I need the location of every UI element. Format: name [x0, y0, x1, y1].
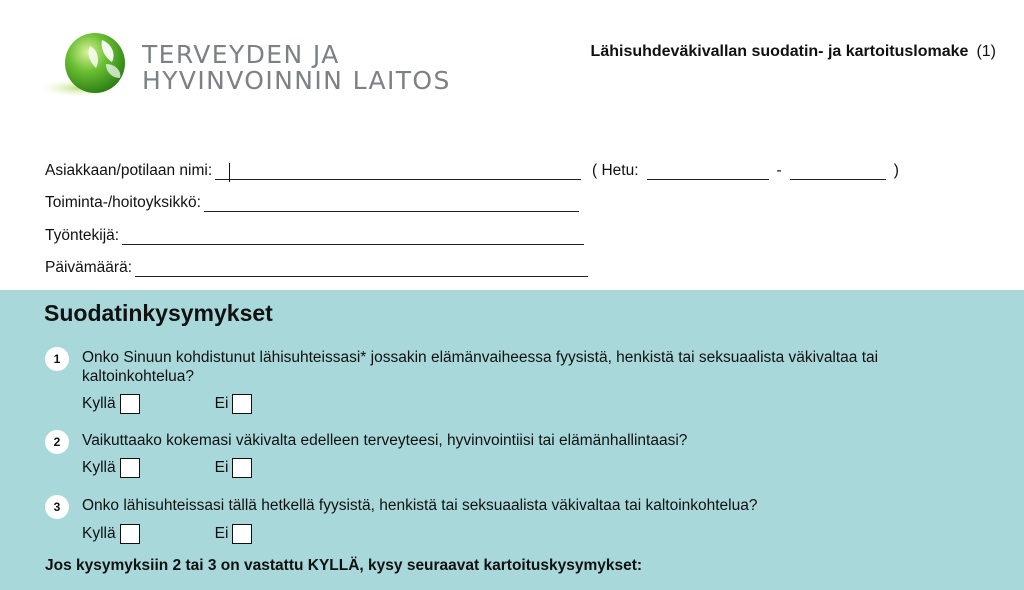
client-name-field[interactable]: [215, 163, 581, 180]
question-number: 3: [45, 495, 69, 519]
yes-checkbox[interactable]: [120, 458, 140, 478]
yes-label: Kyllä: [82, 525, 116, 542]
client-name-label: Asiakkaan/potilaan nimi:: [45, 162, 213, 179]
worker-row: [45, 227, 584, 245]
date-row: [45, 259, 588, 277]
question-text: Onko lähisuhteissasi tällä hetkellä fyysistä, henkistä tai seksuaalista väkivaltaa tai kaltoinkohtelua?: [82, 497, 758, 514]
form-title: [591, 43, 996, 61]
no-label: Ei: [214, 459, 229, 476]
date-label: Päivämäärä:: [45, 259, 133, 276]
no-option: [215, 458, 253, 478]
worker-field[interactable]: [122, 228, 584, 245]
yes-checkbox[interactable]: [120, 394, 140, 414]
logo-line-2: HYVINVOINNIN LAITOS: [142, 66, 451, 95]
form-header: [0, 0, 1024, 290]
yes-option: [82, 394, 140, 414]
no-label: Ei: [214, 395, 229, 412]
yes-label: Kyllä: [82, 459, 116, 476]
unit-row: [45, 194, 579, 212]
yes-label: Kyllä: [82, 395, 116, 412]
question-text: Onko Sinuun kohdistunut lähisuhteissasi* jossakin elämänvaiheessa fyysistä, henkistä tai seksuaalista väkivaltaa tai kaltoinkohtelua?: [82, 349, 879, 385]
text-cursor: [229, 163, 230, 182]
green-leaf-sphere-icon: [40, 30, 130, 100]
answer-options: [82, 524, 252, 544]
hetu-row: [592, 162, 899, 180]
no-label: Ei: [214, 525, 229, 542]
question-text: Vaikuttaako kokemasi väkivalta edelleen terveyteesi, hyvinvointiisi tai elämänhallintaasi?: [82, 432, 688, 449]
answer-options: [82, 394, 252, 414]
yes-option: [82, 524, 140, 544]
yes-option: [82, 458, 140, 478]
hetu-id-field[interactable]: [790, 163, 886, 180]
hetu-close-label: ): [893, 162, 899, 179]
institution-logo-text: [142, 42, 451, 94]
page-number: (1): [976, 43, 996, 60]
worker-label: Työntekijä:: [45, 227, 120, 244]
hetu-open-label: ( Hetu:: [592, 162, 639, 179]
no-option: [215, 394, 253, 414]
hetu-separator: -: [776, 162, 782, 179]
unit-field[interactable]: [204, 195, 579, 212]
no-checkbox[interactable]: [232, 458, 252, 478]
no-checkbox[interactable]: [232, 394, 252, 414]
question-number: 1: [45, 347, 69, 371]
logo-line-1: TERVEYDEN JA: [142, 40, 340, 69]
unit-label: Toiminta-/hoitoyksikkö:: [45, 194, 201, 211]
no-checkbox[interactable]: [232, 524, 252, 544]
answer-options: [82, 458, 252, 478]
hetu-birthdate-field[interactable]: [647, 163, 769, 180]
section-title: Suodatinkysymykset: [44, 300, 273, 326]
question-number: 2: [45, 430, 69, 454]
follow-up-instruction: Jos kysymyksiin 2 tai 3 on vastattu KYLLÄ, kysy seuraavat kartoituskysymykset:: [45, 557, 643, 574]
yes-checkbox[interactable]: [120, 524, 140, 544]
client-name-row: [45, 162, 581, 180]
screening-questions-section: [0, 290, 1024, 590]
date-field[interactable]: [135, 260, 588, 277]
form-title-text: Lähisuhdeväkivallan suodatin- ja kartoituslomake: [590, 43, 969, 60]
no-option: [215, 524, 253, 544]
